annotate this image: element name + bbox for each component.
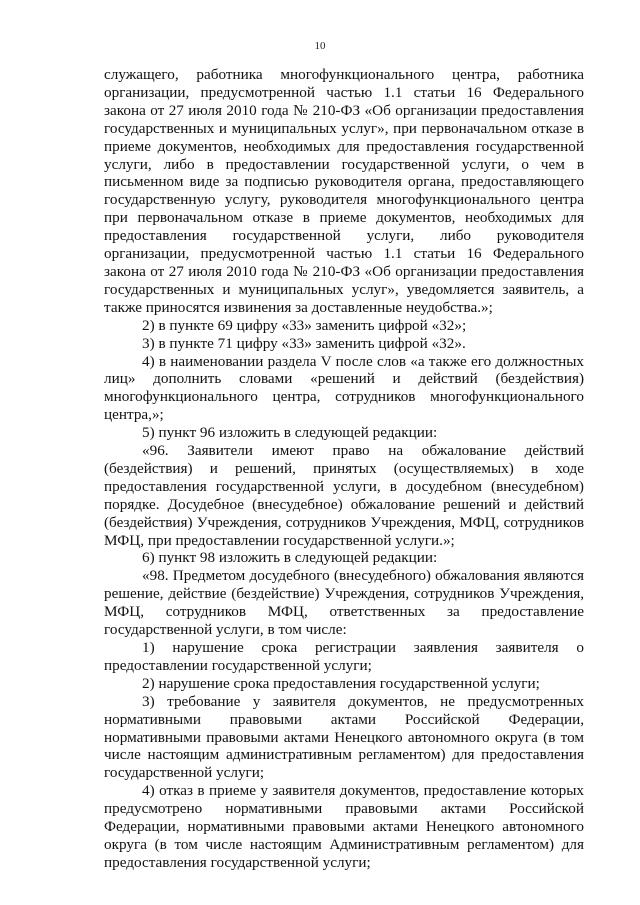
paragraph-clause-98: «98. Предметом досудебного (внесудебного) обжалования являются решение, действие (бездействие) Учреждения, сотрудников Учреждения, МФЦ, сотрудников МФЦ, ответственных за предоставление государственной услуги, в том числе:	[104, 567, 584, 639]
paragraph-subitem-2: 2) нарушение срока предоставления государственной услуги;	[142, 674, 540, 692]
page-number: 10	[314, 40, 326, 52]
paragraph-item-4: 4) в наименовании раздела V после слов «а также его должностных лиц» дополнить словами «решений и действий (бездействия) многофункционального центра, сотрудников многофункционального центра,»;	[104, 352, 584, 424]
paragraph-clause-96: «96. Заявители имеют право на обжалование действий (бездействия) и решений, принятых (осуществляемых) в ходе предоставления государственной услуги, в досудебном (внесудебном) порядке. Досудебное (внесудебное) обжалование решений и действий (бездействия) Учреждения, сотрудников Учреждения, МФЦ, сотрудников МФЦ, при предоставлении государственной услуги.»;	[104, 442, 584, 549]
paragraph-continuation: служащего, работника многофункционального центра, работника организации, предусмотренной частью 1.1 статьи 16 Федерального закона от 27 июля 2010 года № 210-ФЗ «Об организации предоставления государственных и муниципальных услуг», при первоначальном отказе в приеме документов, необходимых для предоставления государственной услуги, либо в предоставлении государственной услуги, о чем в письменном виде за подписью руководителя органа, предоставляющего государственную услугу, руководителя многофункционального центра при первоначальном отказе в приеме документов, необходимых для предоставления государственной услуги, либо руководителя организации, предусмотренной частью 1.1 статьи 16 Федерального закона от 27 июля 2010 года № 210-ФЗ «Об организации предоставления государственных и муниципальных услуг», уведомляется заявитель, а также приносятся извинения за доставленные неудобства.»;	[104, 66, 584, 316]
paragraph-item-5: 5) пункт 96 изложить в следующей редакции:	[142, 424, 438, 442]
document-body	[104, 66, 584, 872]
paragraph-item-3: 3) в пункте 71 цифру «33» заменить цифрой «32».	[142, 334, 466, 352]
paragraph-item-2: 2) в пункте 69 цифру «33» заменить цифрой «32»;	[142, 316, 467, 334]
paragraph-subitem-3: 3) требование у заявителя документов, не предусмотренных нормативными правовыми актами Российской Федерации, нормативными правовыми актами Ненецкого автономного округа (в том числе настоящим административным регламентом) для предоставления государственной услуги;	[104, 692, 584, 782]
paragraph-subitem-1: 1) нарушение срока регистрации заявления заявителя о предоставлении государственной услуги;	[104, 639, 584, 674]
paragraph-subitem-4: 4) отказ в приеме у заявителя документов, предоставление которых предусмотрено нормативными правовыми актами Российской Федерации, нормативными правовыми актами Ненецкого автономного округа (в том числе настоящим Административным регламентом) для предоставления государственной услуги;	[104, 782, 584, 871]
paragraph-item-6: 6) пункт 98 изложить в следующей редакции:	[142, 549, 438, 567]
